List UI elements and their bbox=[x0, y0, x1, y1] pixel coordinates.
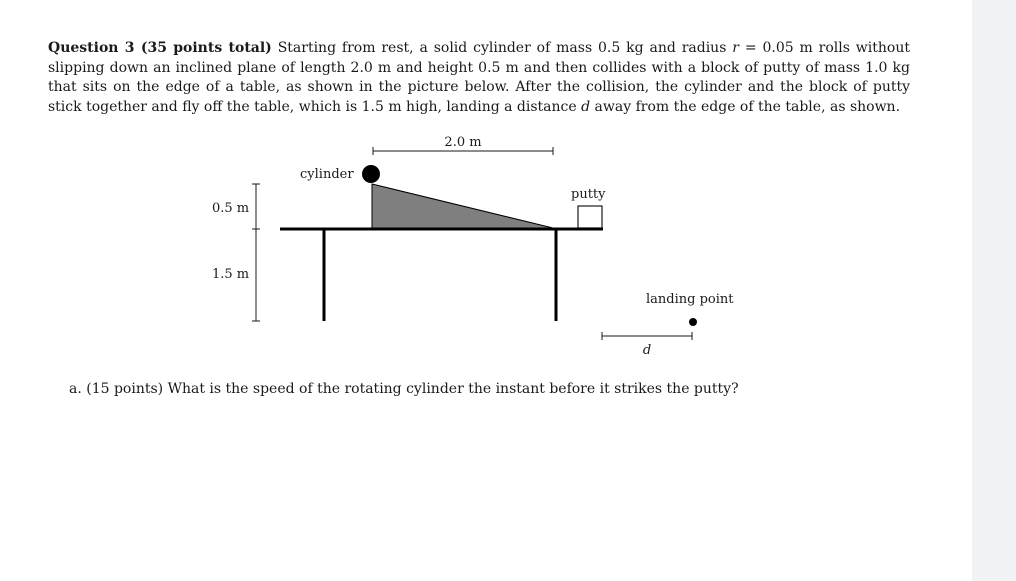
part-a-question: a. (15 points) What is the speed of the rotating cylinder the instant before it strikes the putty? bbox=[69, 381, 739, 397]
right-sidebar bbox=[972, 0, 1016, 581]
length-label: 2.0 m bbox=[444, 135, 482, 150]
incline-height-label: 0.5 m bbox=[212, 201, 250, 216]
putty-block bbox=[578, 206, 602, 228]
question-heading: Question 3 (35 points total) bbox=[48, 40, 272, 56]
table bbox=[280, 229, 603, 321]
putty-label: putty bbox=[571, 187, 606, 202]
landing-point-icon bbox=[689, 318, 697, 326]
variable-r: r bbox=[732, 40, 739, 56]
incline-height-dimension bbox=[252, 184, 260, 229]
cylinder-label: cylinder bbox=[300, 167, 354, 182]
question-text: Question 3 (35 points total) Starting from rest, a solid cylinder of mass 0.5 kg and radius r = 0.05 m rolls without slipping down an inclined plane of length 2.0 m and height 0.5 m and then collides with a block of putty of mass 1.0 kg that sits on the edge of a table, as shown in the picture below. After the collision, the cylinder and the block of putty stick together and fly off the table, which is 1.5 m high, landing a distance d away from the edge of the table, as shown. bbox=[48, 40, 910, 115]
cylinder-icon bbox=[362, 165, 380, 183]
variable-d: d bbox=[581, 98, 591, 115]
distance-label: d bbox=[642, 343, 652, 358]
distance-dimension bbox=[602, 332, 692, 340]
landing-point-label: landing point bbox=[646, 292, 734, 307]
table-height-dimension bbox=[252, 229, 260, 321]
inclined-plane bbox=[372, 184, 553, 228]
table-height-label: 1.5 m bbox=[212, 267, 250, 282]
